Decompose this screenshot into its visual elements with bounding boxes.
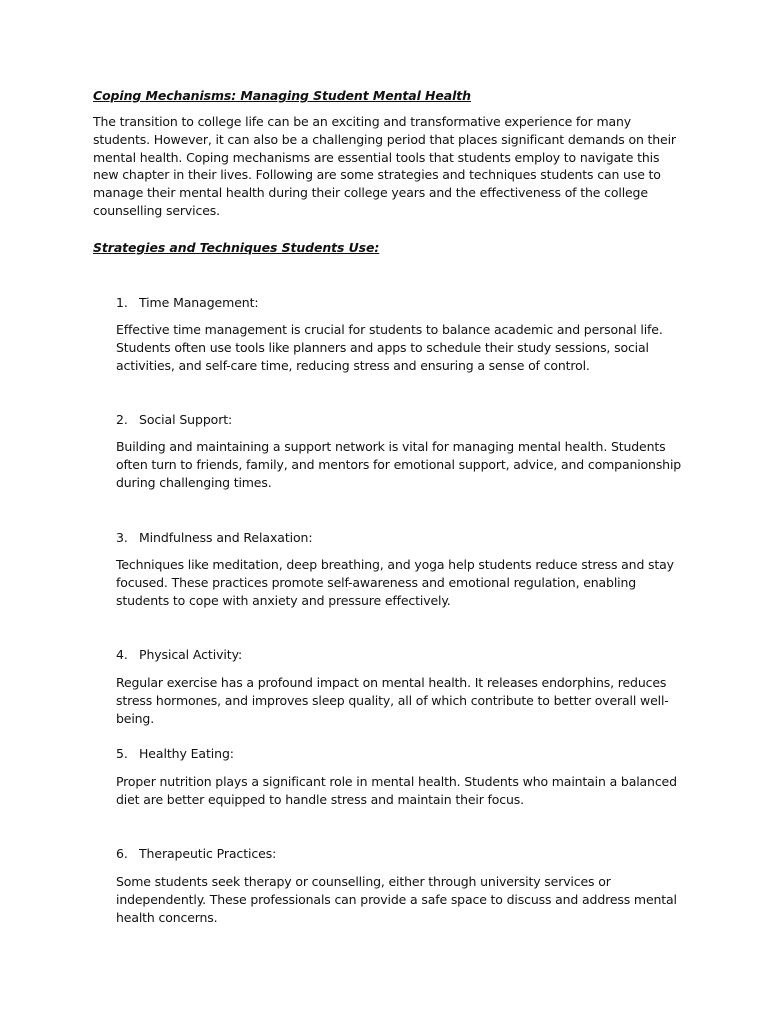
list-item-body: Regular exercise has a profound impact on mental health. It releases endorphins, reduces stress hormones, and improves sleep quality, all of which contribute to better overall well-being. [116,675,669,726]
list-item-heading [116,530,312,545]
list-item-body: Building and maintaining a support network is vital for managing mental health. Students often turn to friends, family, and mentors for emotional support, advice, and companionship during challenging times. [116,439,682,490]
list-item-number: 3. [116,530,128,545]
list-item-body: Effective time management is crucial for students to balance academic and personal life. Students often use tools like planners and apps to schedule their study sessions, social activities, and self-care time, reducing stress and ensuring a sense of control. [116,322,663,373]
list-item-body: Proper nutrition plays a significant role in mental health. Students who maintain a balanced diet are better equipped to handle stress and maintain their focus. [116,774,677,807]
list-item-number: 5. [116,746,128,761]
list-item-body: Techniques like meditation, deep breathing, and yoga help students reduce stress and stay focused. These practices promote self-awareness and emotional regulation, enabling students to cope with anxiety and pressure effectively. [116,557,674,608]
list-item-title: Physical Activity: [139,647,243,662]
list-item-number: 4. [116,647,128,662]
list-item-title: Mindfulness and Relaxation: [139,530,313,545]
list-item-heading [116,295,259,310]
list-item-heading [116,412,232,427]
document-title: Coping Mechanisms: Managing Student Mental Health [93,88,471,103]
list-item-body: Some students seek therapy or counselling, either through university services or independently. These professionals can provide a safe space to discuss and address mental health concerns. [116,874,677,925]
list-item-title: Time Management: [139,295,259,310]
list-item-heading [116,647,242,662]
list-item-heading [116,746,234,761]
list-item-number: 1. [116,295,128,310]
list-item-title: Healthy Eating: [139,746,234,761]
list-item-title: Social Support: [139,412,233,427]
list-item-heading [116,846,276,861]
list-item-number: 2. [116,412,128,427]
list-item-number: 6. [116,846,128,861]
list-item-title: Therapeutic Practices: [139,846,277,861]
intro-paragraph: The transition to college life can be an exciting and transformative experience for many students. However, it can also be a challenging period that places significant demands on their mental health. Coping mechanisms are essential tools that students employ to navigate this new chapter in their lives. Following are some strategies and techniques students can use to manage their mental health during their college years and the effectiveness of the college counselling services. [93,114,676,218]
section-heading: Strategies and Techniques Students Use: [93,240,380,255]
